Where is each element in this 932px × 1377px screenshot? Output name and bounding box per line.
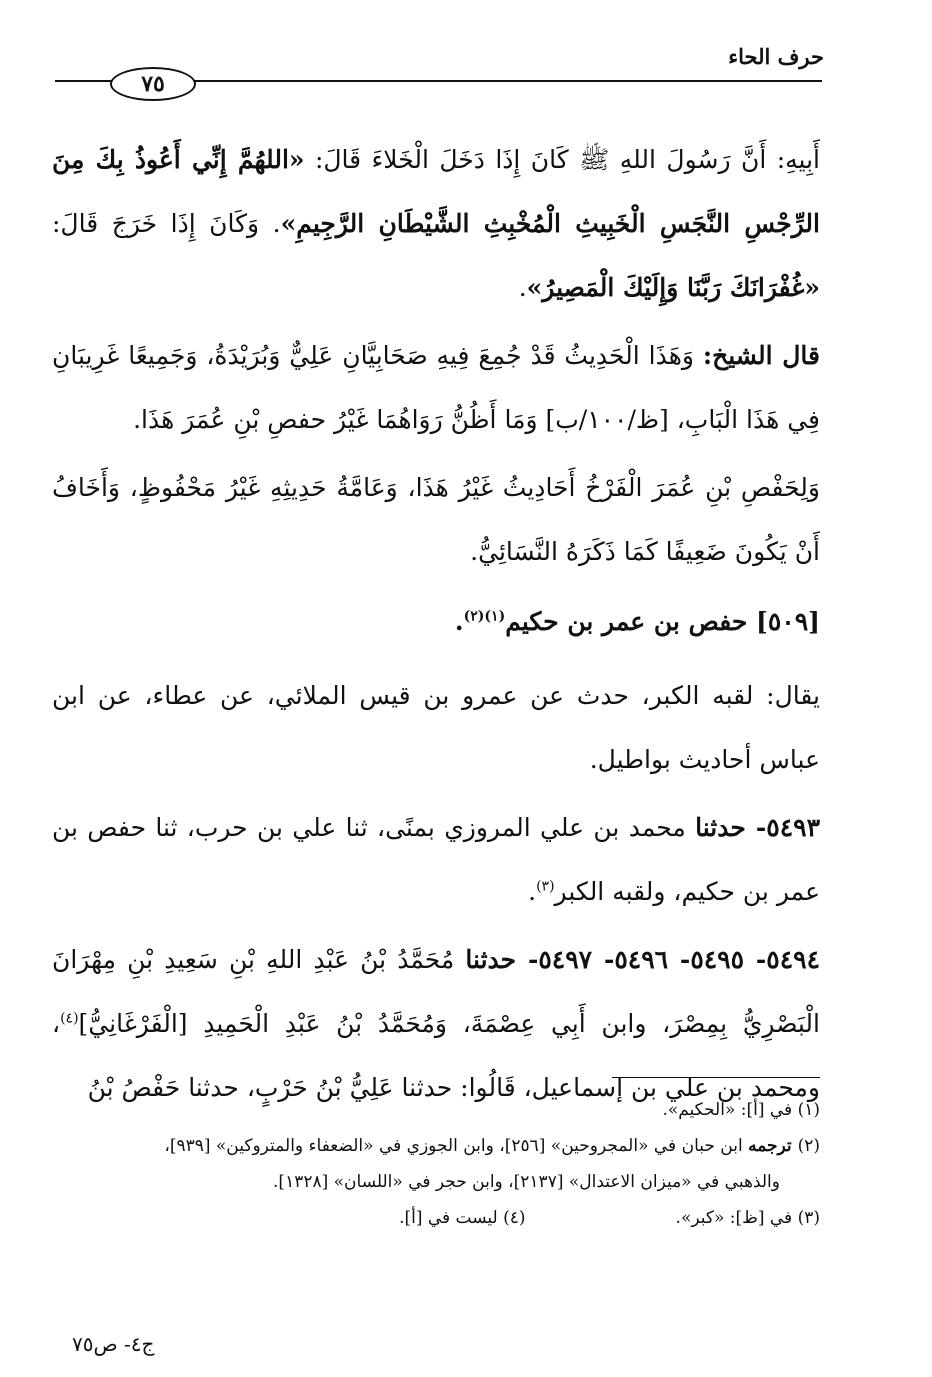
footnote-rule (612, 1077, 820, 1078)
paragraph-2: قال الشيخ: وَهَذَا الْحَدِيثُ قَدْ جُمِعَ فِيهِ صَحَابِيَّانِ عَلِيٌّ وَبُرَيْدَةُ، وَجَمِيعًا غَرِيبَانِ فِي هَذَا الْبَابِ، [ظ/١٠٠/ب] وَمَا أَظُنُّ رَوَاهُمَا غَيْرُ حفصِ بْنِ عُمَرَ هَذَا. (52, 341, 820, 434)
hadith-number: ٥٤٩٣- (755, 813, 821, 842)
running-title: حرف الحاء (728, 44, 824, 69)
main-text (52, 128, 820, 1124)
entry-heading: [٥٠٩] حفص بن عمر بن حكيم$^{(١)(٢)}$. (454, 607, 820, 636)
volume-page-ref: ج٤- ص٧٥ (72, 1332, 155, 1356)
hadith-5494: ٥٤٩٤- ٥٤٩٥- ٥٤٩٦- ٥٤٩٧- حدثنا مُحَمَّدُ بْنُ عَبْدِ اللهِ بْنِ سَعِيدِ بْنِ مِهْرَانَ الْبَصْرِيُّ بِمِصْرَ، وابن أَبِي عِصْمَةَ، وَمُحَمَّدُ بْنُ عَبْدِ الْحَمِيدِ [الْفَرْغَانِيُّ]$^{(٤)}$، ومحمد بن علي بن إسماعيل، قَالُوا: حدثنا عَلِيُّ بْنُ حَرْبٍ، حدثنا حَفْصُ بْنُ (52, 945, 820, 1102)
paragraph-4: يقال: لقبه الكبر، حدث عن عمرو بن قيس الملائي، عن عطاء، عن ابن عباس أحاديث بواطيل. (52, 681, 820, 774)
footnote-ref: (٤) (60, 1010, 79, 1027)
footnote-2: (٢) ترجمه ابن حبان في «المجروحين» [٢٥٦]، وابن الجوزي في «الضعفاء والمتروكين» [٩٣٩]، (164, 1136, 820, 1156)
footnote-3: (٣) في [ظ]: «كبر». (675, 1208, 820, 1228)
page-number: ٧٥ (110, 67, 196, 101)
paragraph-3: وَلِحَفْصِ بْنِ عُمَرَ الْفَرْخُ أَحَادِيثُ غَيْرُ هَذَا، وَعَامَّةُ حَدِيثِهِ غَيْرُ مَحْفُوظٍ، وَأَخَافُ أَنْ يَكُونَ ضَعِيفًا كَمَا ذَكَرَهُ النَّسَائِيُّ. (52, 473, 820, 566)
footnote-4: (٤) ليست في [أ]. (399, 1208, 526, 1228)
dua-exit: «غُفْرَانَكَ رَبَّنَا وَإِلَيْكَ الْمَصِيرُ» (526, 273, 820, 302)
hadith-number: ٥٤٩٤- ٥٤٩٥- ٥٤٩٦- ٥٤٩٧- (527, 945, 820, 974)
hadith-5493: ٥٤٩٣- حدثنا محمد بن علي المروزي بمنًى، ثنا علي بن حرب، ثنا حفص بن عمر بن حكيم، ولقبه الكبر$^{(٣)}$. (52, 813, 821, 906)
footnote-ref: (٣) (536, 878, 555, 895)
footnote-2-continued: والذهبي في «ميزان الاعتدال» [٢١٣٧]، وابن حجر في «اللسان» [١٣٢٨]. (273, 1172, 780, 1192)
footnote-1: (١) في [أ]: «الحكيم». (662, 1100, 820, 1120)
sheikh-label: قال الشيخ: (702, 341, 820, 370)
footnote-row-3-4 (60, 1200, 820, 1236)
dua-entry: «اللهُمَّ إِنِّي أَعُوذُ بِكَ مِنَ الرِّجْسِ النَّجَسِ الْخَبِيثِ الْمُخْبِثِ الشَّيْطَانِ الرَّجِيمِ» (52, 145, 820, 238)
paragraph-1: أَبِيهِ: أَنَّ رَسُولَ اللهِ ﷺ كَانَ إِذَا دَخَلَ الْخَلاءَ قَالَ: «اللهُمَّ إِنِّي أَعُوذُ بِكَ مِنَ الرِّجْسِ النَّجَسِ الْخَبِيثِ الْمُخْبِثِ الشَّيْطَانِ الرَّجِيمِ». وَكَانَ إِذَا خَرَجَ قَالَ: «غُفْرَانَكَ رَبَّنَا وَإِلَيْكَ الْمَصِيرُ». (52, 145, 820, 302)
footnotes (60, 1092, 820, 1236)
footnote-ref: (١)(٢) (463, 608, 506, 625)
